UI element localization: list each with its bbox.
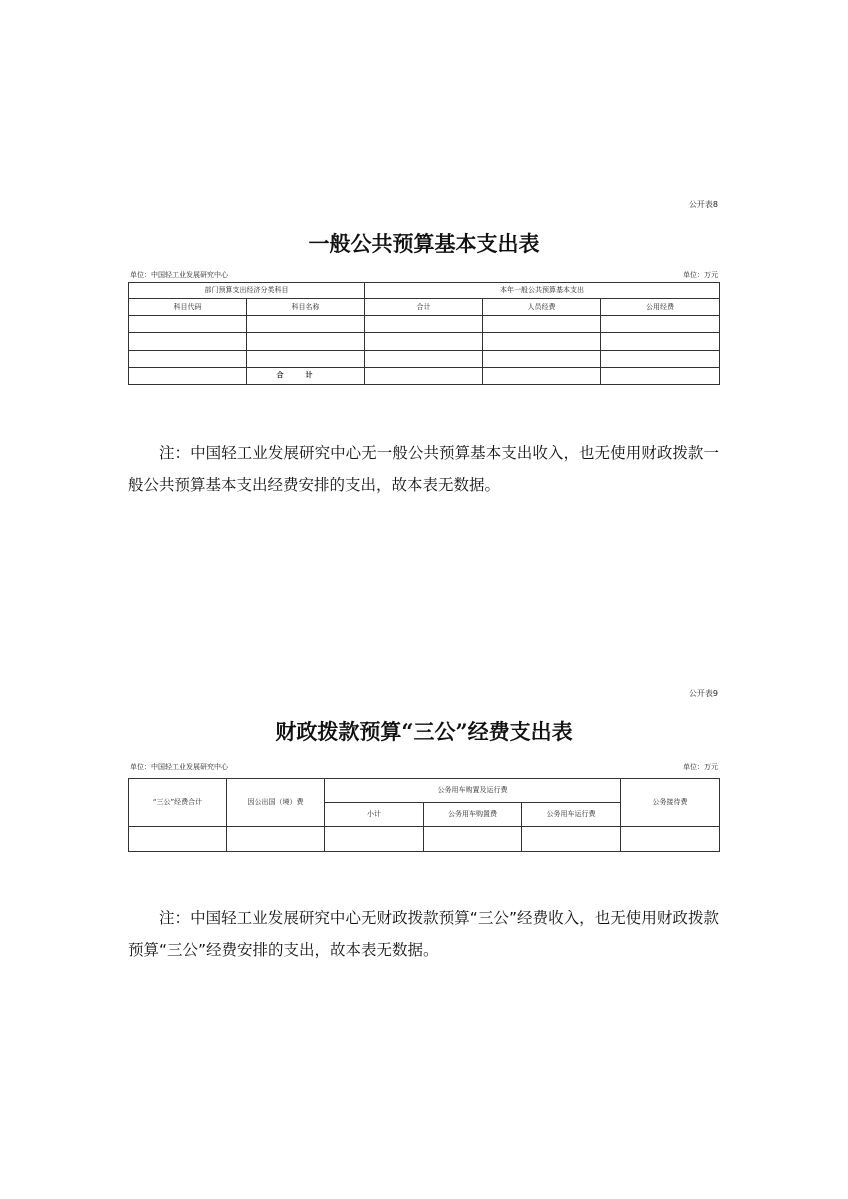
table-cell (227, 827, 325, 852)
table9-col-purchase: 公务用车购置费 (424, 803, 522, 827)
table8-header-group-left: 部门预算支出经济分类科目 (129, 283, 365, 299)
table8-total-label: 合计 (276, 371, 335, 380)
table-cell (365, 367, 483, 384)
table8-col-name: 科目名称 (247, 299, 365, 316)
table-cell (129, 367, 247, 384)
table-cell (247, 350, 365, 367)
table-cell (483, 367, 601, 384)
table-cell (601, 316, 720, 333)
table8-total-row (129, 367, 720, 384)
table-row (129, 827, 720, 852)
table8-total-cell (247, 367, 365, 384)
table-cell (483, 350, 601, 367)
table9-col-vehicle-group: 公务用车购置及运行费 (325, 779, 621, 803)
table-cell (247, 316, 365, 333)
table9-note: 注：中国轻工业发展研究中心无财政拨款预算“三公”经费收入，也无使用财政拨款预算“三公”经费安排的支出，故本表无数据。 (128, 909, 719, 959)
table8-col-code: 科目代码 (129, 299, 247, 316)
table8-grid (128, 282, 720, 385)
table-cell (129, 350, 247, 367)
table9-col-abroad: 因公出国（境）费 (227, 779, 325, 827)
table-cell (247, 333, 365, 350)
table-row (129, 350, 720, 367)
table-cell (601, 333, 720, 350)
table-cell (601, 350, 720, 367)
table-row (129, 333, 720, 350)
table9-unit-left: 单位：中国轻工业发展研究中心 (130, 763, 228, 771)
table9-grid (128, 778, 720, 852)
table9-unit-right: 单位：万元 (683, 763, 718, 771)
table-cell (129, 316, 247, 333)
table9-col-subtotal: 小计 (325, 803, 424, 827)
table-cell (601, 367, 720, 384)
table-cell (365, 316, 483, 333)
table9-col-total: “三公”经费合计 (129, 779, 227, 827)
form-code-8: 公开表8 (688, 200, 718, 209)
table8-note: 注：中国轻工业发展研究中心无一般公共预算基本支出收入，也无使用财政拨款一般公共预算基本支出经费安排的支出，故本表无数据。 (128, 444, 719, 494)
table8-col-personnel: 人员经费 (483, 299, 601, 316)
table-cell (424, 827, 522, 852)
table-cell (621, 827, 720, 852)
table-cell (365, 350, 483, 367)
table-cell (483, 316, 601, 333)
table9-title: 财政拨款预算“三公”经费支出表 (275, 719, 573, 744)
table-row (129, 316, 720, 333)
table9-col-reception: 公务接待费 (621, 779, 720, 827)
table-cell (483, 333, 601, 350)
table8-header-group-right: 本年一般公共预算基本支出 (365, 283, 720, 299)
table-cell (129, 827, 227, 852)
table9-col-operation: 公务用车运行费 (522, 803, 621, 827)
table8-col-public: 公用经费 (601, 299, 720, 316)
table8-title: 一般公共预算基本支出表 (308, 231, 540, 256)
table8-col-total: 合计 (365, 299, 483, 316)
table8-unit-right: 单位：万元 (683, 271, 718, 279)
form-code-9: 公开表9 (688, 689, 718, 698)
table8-unit-left: 单位：中国轻工业发展研究中心 (130, 271, 228, 279)
table-cell (325, 827, 424, 852)
table-cell (365, 333, 483, 350)
table-cell (522, 827, 621, 852)
table-cell (129, 333, 247, 350)
